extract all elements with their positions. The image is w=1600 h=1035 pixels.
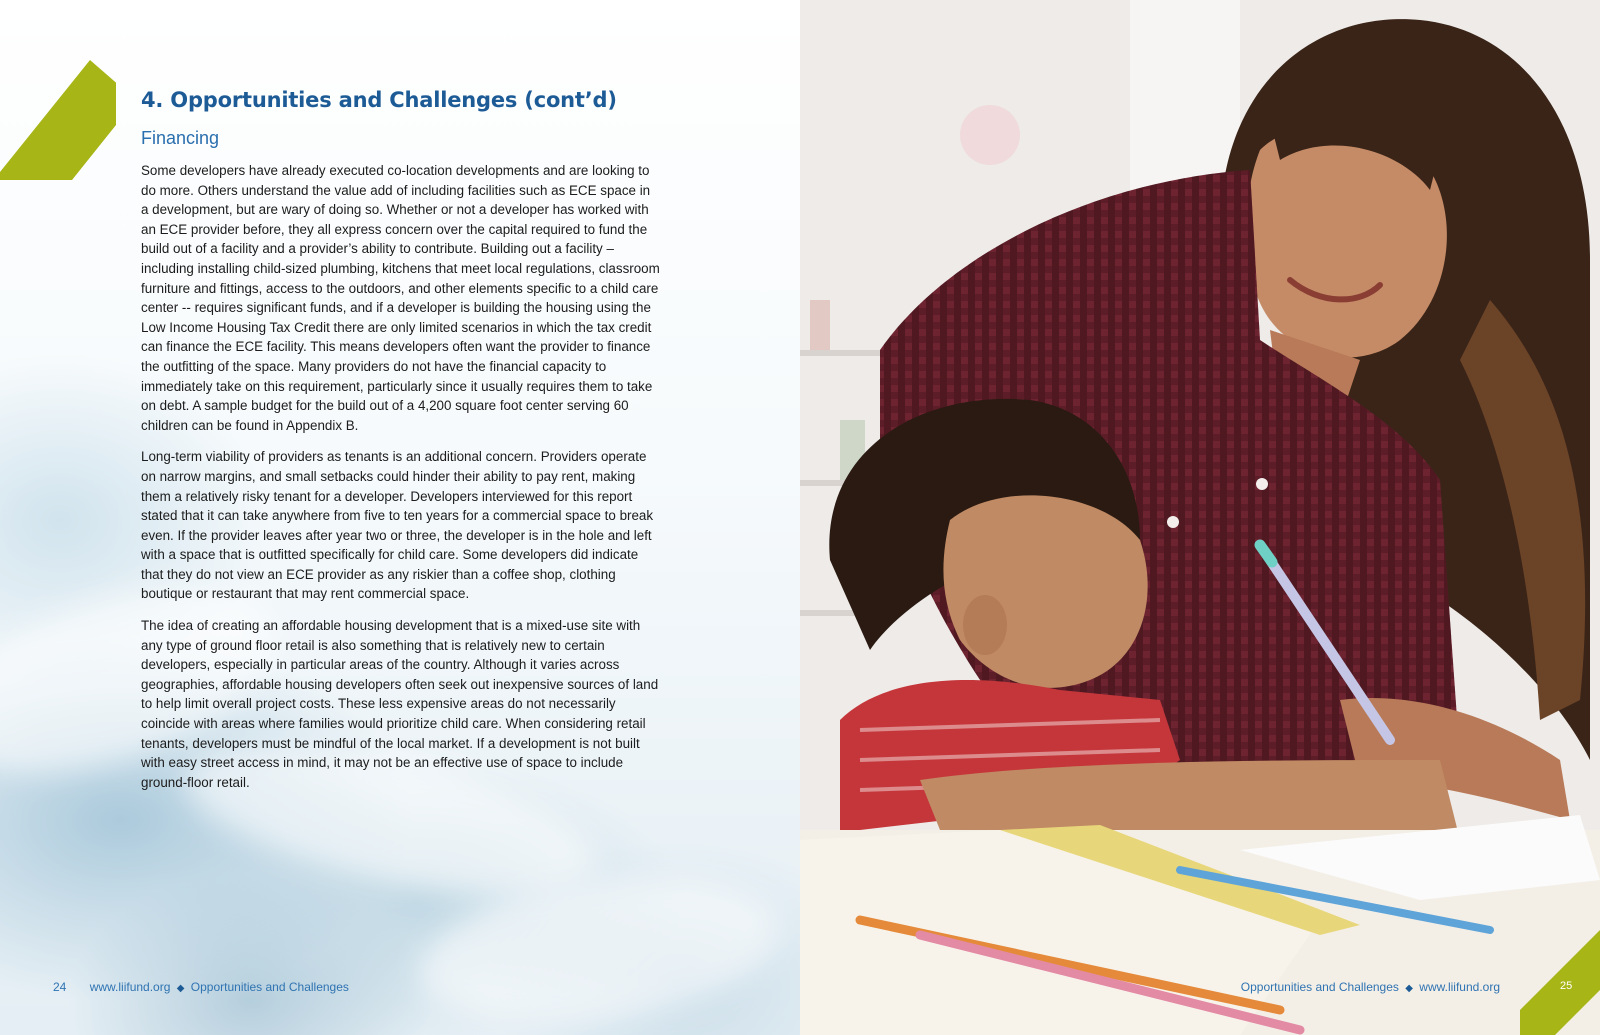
paragraph-financing-3: The idea of creating an affordable housing development that is a mixed-use site with any type of ground floor retail is also something that is relatively new to certain developers, especially in particular areas of the country. Although it varies across geographies, affordable housing developers often seek out inexpensive sources of land to help limit overall project costs. These less expensive areas do not necessarily coincide with areas where families would prioritize child care. When considering retail tenants, developers must be mindful of the local market. If a development is not built with easy street access in mind, it may not be an effective use of space to include ground-floor retail. <box>141 618 659 790</box>
accent-chevron-icon <box>0 60 116 180</box>
paragraph-financing-2: Long-term viability of providers as tenants is an additional concern. Providers operate on narrow margins, and small setbacks could hinder their ability to pay rent, making them a relatively risky tenant for a developer. Developers interviewed for this report stated that it can take anywhere from five to ten years for a commercial space to break even. If the provider leaves after year two or three, the developer is in the hole and left with a space that is outfitted specifically for child care. Some developers did indicate that they do not view an ECE provider as any riskier than a coffee shop, clothing boutique or restaurant that may rent commercial space. <box>141 449 654 602</box>
diamond-separator-icon: ◆ <box>176 983 185 994</box>
footer-right <box>1241 980 1500 994</box>
footer-section-name-right: Opportunities and Challenges <box>1240 980 1399 994</box>
paragraph-financing-1: Some developers have already executed co-location developments and are looking to do more. Others understand the value add of including facilities such as ECE space in a development, but are wary of doing so. Whether or not a developer has worked with an ECE provider before, they all express concern over the capital required to fund the build out of a facility and a provider’s ability to contribute. Building out a facility – including installing child-sized plumbing, kitchens that meet local regulations, classroom furniture and fittings, access to the outdoors, and other elements specific to a child care center -- requires significant funds, and if a developer is building the housing using the Low Income Housing Tax Credit there are only limited scenarios in which the tax credit can finance the ECE facility. This means developers often want the provider to finance the outfitting of the space. Many providers do not have the financial capacity to immediately take on this requirement, particularly since it usually requires them to take on debt. A sample budget for the build out of a 4,200 square foot center serving 60 children can be found in Appendix B. <box>141 163 660 433</box>
footer-website-link[interactable]: www.liifund.org <box>89 980 171 994</box>
page-number-left: 24 <box>53 980 67 994</box>
article-content <box>141 88 661 804</box>
right-page <box>800 0 1600 1035</box>
footer-website-link-right[interactable]: www.liifund.org <box>1419 980 1500 994</box>
mother-child-photo <box>800 0 1600 1035</box>
page-number-right: 25 <box>1560 980 1573 992</box>
section-heading-financing: Financing <box>141 128 220 148</box>
page-title: 4. Opportunities and Challenges (cont’d) <box>141 88 617 112</box>
footer-section-name: Opportunities and Challenges <box>190 980 349 994</box>
diamond-separator-icon: ◆ <box>1405 983 1413 994</box>
footer-left <box>53 980 349 994</box>
